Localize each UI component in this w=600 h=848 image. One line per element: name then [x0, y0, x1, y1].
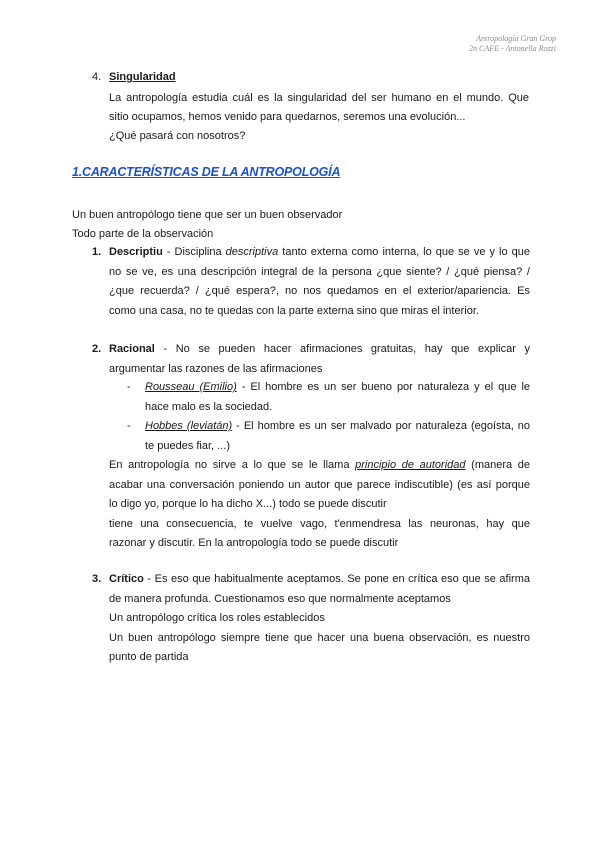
singularidad-line: La antropología estudia cuál es la singularidad del ser humano en el mundo. Que [109, 92, 529, 104]
racional-line: razonar y discutir. En la antropología todo se puede discutir [109, 537, 399, 549]
section-title: 1.CARACTERÍSTICAS DE LA ANTROPOLOGÍA [72, 165, 341, 179]
descriptiu-line: ¿que recuerda? / ¿qué espera?, no nos quedamos en el exterior/apariencia. Es [109, 285, 530, 297]
hobbes-name: Hobbes (leviatán) [145, 420, 233, 432]
header-course: Antropología Gran Grop [476, 34, 556, 43]
intro-line: Todo parte de la observación [72, 228, 214, 240]
critico-term: Crítico [109, 573, 144, 585]
critico-first-line: Crítico - Es eso que habitualmente aceptamos. Se pone en crítica eso que se afirma [109, 573, 530, 585]
descriptiu-line: como una casa, no te quedas con la parte externa sino que miras el interior. [109, 304, 479, 317]
racional-second-line: argumentar las razones de las afirmaciones [109, 362, 323, 375]
racional-intro [109, 340, 530, 379]
racional-line: lo digo yo, porque lo ha dicho X...) todo se puede discutir [109, 498, 387, 510]
bullet-dash: - [127, 381, 131, 393]
descriptiva-word: descriptiva [225, 246, 279, 258]
critico-line: Un antropólogo crítica los roles establecidos [109, 612, 325, 624]
racional-paragraph: En antropología no sirve a lo que se le llama principio de autoridad (manera de acabar una conversación poniendo un autor que parece indiscutible) (es así porque lo digo yo, porque lo ha dicho X...) todo se puede discutir tiene una consecuencia, te vuelve vago, t'enmendresa las neuronas, hay que razonar y discutir. En la antropología todo se puede discutir [109, 456, 530, 554]
critico-paragraph [109, 570, 530, 668]
descriptiu-paragraph [109, 243, 530, 321]
critico-line: Un buen antropólogo siempre tiene que hacer una buena observación, es nuestro [109, 631, 530, 644]
critico-line: de manera profunda. Cuestionamos eso que normalmente aceptamos [109, 592, 451, 605]
principio-autoridad: principio de autoridad [355, 459, 466, 471]
header-author: 2n CAFE - Antonella Rozzi [469, 44, 556, 53]
singularidad-line: sitio ocupamos, hemos venido para quedarnos, seremos una evolución... [109, 111, 466, 123]
descriptiu-number: 1. [92, 246, 102, 258]
singularidad-heading [92, 68, 176, 87]
critico-number: 3. [92, 573, 102, 585]
descriptiu-line: no se ve, es una descripción integral de la persona ¿que siente? / ¿qué piensa? / [109, 265, 530, 278]
racional-first-line: Racional - No se pueden hacer afirmaciones gratuitas, hay que explicar y [109, 343, 530, 355]
racional-number: 2. [92, 343, 102, 355]
racional-line: tiene una consecuencia, te vuelve vago, t'enmendresa las neuronas, hay que [109, 517, 530, 530]
bullet-dash: - [127, 420, 131, 432]
rousseau-name: Rousseau (Emilio) [145, 381, 237, 393]
singularidad-body [109, 89, 529, 146]
singularidad-title: Singularidad [109, 71, 176, 83]
singularidad-line: ¿Qué pasará con nosotros? [109, 130, 246, 142]
page-header [469, 34, 556, 54]
intro-line: Un buen antropólogo tiene que ser un buen observador [72, 209, 343, 221]
critico-line: punto de partida [109, 651, 189, 663]
racional-line: acabar una conversación poniendo un autor que parece indiscutible) (es así porque [109, 478, 530, 491]
singularidad-number: 4. [92, 71, 102, 83]
descriptiu-first-line: Descriptiu - Disciplina descriptiva tanto externa como interna, lo que se ve y lo que [109, 246, 530, 258]
racional-term: Racional [109, 343, 155, 355]
descriptiu-term: Descriptiu [109, 246, 163, 258]
intro-paragraph [72, 206, 342, 244]
